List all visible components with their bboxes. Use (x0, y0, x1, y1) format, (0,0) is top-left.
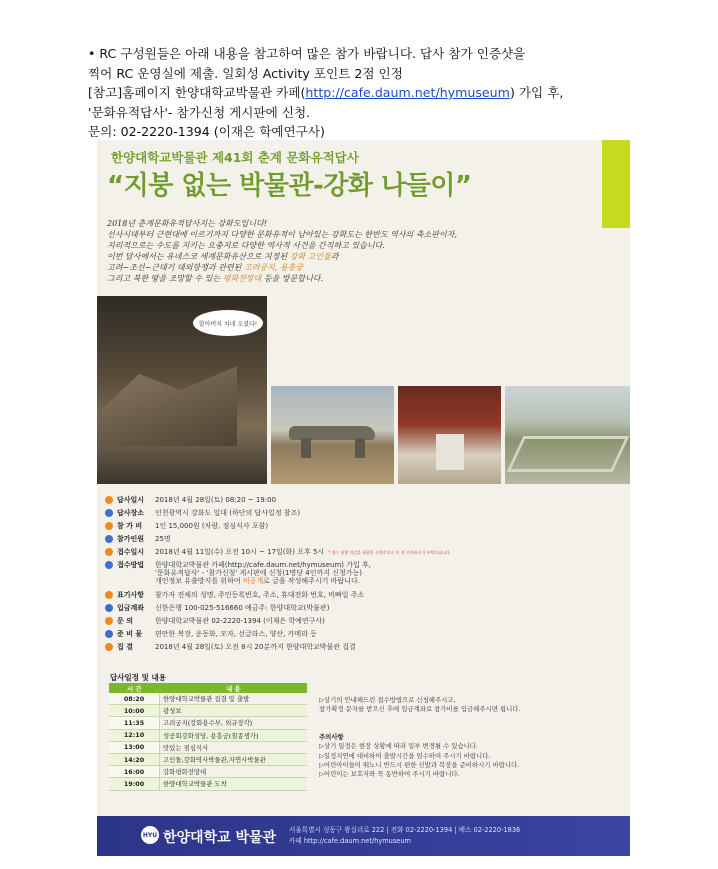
info-row (105, 643, 625, 656)
schedule-item: 한양대학교박물관 집결 및 출발 (160, 693, 308, 705)
info-value: 2018년 4월 28일(토) 오전 8시 20분까지 한양대학교박물관 집결 (155, 643, 356, 651)
table-row (109, 741, 307, 753)
note-line: ▷상기의 안내해드린 접수방법으로 신청해주시고, (319, 696, 456, 704)
intro-text (88, 44, 688, 142)
schedule-table (109, 683, 307, 791)
poster-footer (97, 816, 630, 856)
schedule-time: 16:00 (109, 766, 160, 778)
schedule-time: 19:00 (109, 778, 160, 790)
caution-heading: 주의사항 (319, 732, 344, 741)
table-row (109, 693, 307, 705)
bullet-icon (105, 535, 113, 543)
schedule-item: 광성보 (160, 705, 308, 717)
event-poster (97, 140, 630, 856)
bullet-icon (105, 522, 113, 530)
address-line: 카페 http://cafe.daum.net/hymuseum (289, 837, 411, 845)
table-row (109, 766, 307, 778)
table-row (109, 717, 307, 729)
accent-bar (602, 140, 630, 228)
schedule-header-content: 내 용 (160, 683, 308, 693)
hand-line: 지리적으로는 수도를 지키는 요충지로 다양한 역사적 사건을 간직하고 있습니다. (107, 241, 385, 250)
speech-bubble: 할아버지 치네 오셨다! (193, 310, 263, 336)
info-row (105, 604, 625, 617)
hand-text: 과 (330, 252, 339, 261)
info-text: 한양대학교박물관 카페(http://cafe.daum.net/hymuseum) 가입 후, (155, 561, 371, 569)
bullet-icon (105, 630, 113, 638)
schedule-item: 성공회강화성당, 용흥궁(철종생가) (160, 729, 308, 741)
info-row (105, 509, 625, 522)
info-label: 입금계좌 (117, 604, 145, 612)
museum-name: 한양대학교 박물관 (163, 830, 277, 846)
info-row (105, 535, 625, 548)
dolmen-leg (355, 438, 365, 458)
bullet-icon (105, 509, 113, 517)
note-line: 참가확정 문자를 받으신 후에 입금계좌로 참가비를 입금해주시면 됩니다. (319, 705, 521, 714)
info-label: 문 의 (117, 617, 133, 625)
schedule-notes (319, 696, 619, 780)
schedule-header-time: 시 간 (109, 683, 160, 693)
intro-line: '문화유적답사'- 참가신청 게시판에 신청. (88, 104, 311, 120)
hand-line (107, 251, 622, 262)
info-row (105, 496, 625, 509)
info-label: 집 결 (117, 643, 133, 651)
info-value: 2018년 4월 28일(토) 08:20 ~ 19:00 (155, 496, 277, 504)
info-row (105, 561, 625, 591)
museum-address (289, 825, 520, 847)
intro-line: 문의: 02-2220-1394 (이재은 학예연구사) (88, 124, 325, 140)
note-line: ▷어린아이들이 뛰노니 반드시 편한 신발과 복장을 준비하시기 바랍니다. (319, 761, 520, 770)
info-note: * 접수 현황 마감을 회원분 선착순으로 이 점 주의하시기 부탁드립니다. (328, 550, 452, 555)
bullet-icon (105, 561, 113, 569)
diorama-photo (97, 296, 267, 484)
info-text: 로 글을 작성해주시기 바랍니다. (263, 577, 360, 585)
bullet-icon (105, 548, 113, 556)
hand-line: 선사시대부터 근현대에 이르기까지 다양한 문화유적이 남아있는 강화도는 한반도 역사의 축소판이자, (107, 230, 458, 239)
bullet-icon (105, 591, 113, 599)
intro-line: • RC 구성원들은 아래 내용을 참고하여 많은 참가 바랍니다. 답사 참가 인증샷을 (88, 46, 526, 61)
schedule-item: 한양대학교박물관 도착 (160, 778, 308, 790)
info-label: 접수일시 (117, 548, 145, 556)
table-row (109, 753, 307, 765)
info-value: 참가자 전체의 성명, 주민등록번호, 주소, 휴대전화 번호, 비빠일 주소 (155, 591, 365, 599)
info-value: 25명 (155, 535, 171, 543)
hand-text: 그리고 북한 땅을 조망할 수 있는 (107, 274, 223, 283)
hand-highlight: 고려궁지, 용흥궁 (243, 263, 304, 272)
schedule-item: 고인돌,강화역사박물관,자연사박물관 (160, 753, 308, 765)
info-value (155, 561, 625, 585)
info-highlight: 비공개 (242, 577, 264, 585)
info-row (105, 548, 625, 561)
schedule-time: 13:00 (109, 741, 160, 753)
schedule-time: 10:00 (109, 705, 160, 717)
info-value: 한양대학교박물관 02-2220-1394 (이재은 학예연구사) (155, 617, 325, 625)
fortress-rock (97, 366, 237, 446)
hand-line (107, 273, 622, 284)
address-line: 서울특별시 성동구 왕십리로 222 | 전화 02-2220-1394 | 팩스 02-2220-1836 (289, 826, 521, 834)
info-label: 준 비 물 (117, 630, 143, 638)
schedule-time: 14:20 (109, 753, 160, 765)
poster-subtitle: 한양대학교박물관 제41회 춘계 문화유적답사 (111, 150, 359, 165)
info-row (105, 617, 625, 630)
info-value: 편안한 복장, 운동화, 모자, 선글라스, 양산, 카메라 등 (155, 630, 317, 638)
table-row (109, 705, 307, 717)
hand-line: 2018년 춘계문화유적답사지는 강화도입니다! (107, 219, 268, 228)
intro-line-pre: [참고]홈페이지 한양대학교박물관 카페( (88, 85, 306, 101)
note-line: ▷어린이는 보호자와 꼭 동반하여 주시기 바랍니다. (319, 770, 460, 779)
info-value: 인천광역시 강화도 일대 (하단의 답사일정 참조) (155, 509, 301, 517)
info-value: 신한은행 100-025-516660 예금주: 한양대학교(박물관) (155, 604, 330, 612)
note-line: ▷상기 일정은 현장 상황에 따라 일부 변경될 수 있습니다. (319, 742, 479, 751)
info-label: 참가인원 (117, 535, 145, 543)
poster-title: “지붕 없는 박물관-강화 나들이” (107, 171, 472, 201)
intro-line-post: ) 가입 후, (509, 85, 564, 101)
site-wall (507, 436, 630, 472)
hand-highlight: 평화전망대 (222, 274, 262, 283)
stele (436, 434, 464, 470)
dolmen-photo (271, 386, 394, 484)
hand-line (107, 262, 622, 273)
info-row (105, 591, 625, 604)
hand-text: 고려~조선~근대기 대외항쟁과 관련된 (107, 263, 244, 272)
table-row (109, 778, 307, 790)
bullet-icon (105, 496, 113, 504)
event-info-list (105, 496, 625, 656)
schedule-item: 강화평화전망대 (160, 766, 308, 778)
info-row (105, 522, 625, 535)
info-label: 답사일시 (117, 496, 145, 504)
info-label: 표기사항 (117, 591, 145, 599)
schedule-time: 12:10 (109, 729, 160, 741)
info-label: 참 가 비 (117, 522, 143, 530)
info-text: 2018년 4월 11일(수) 오전 10시 ~ 17일(화) 오후 5시 (155, 548, 325, 556)
hand-text: 등을 방문합니다. (261, 274, 324, 283)
palace-photo (398, 386, 501, 484)
schedule-header-row (109, 683, 307, 693)
note-line: ▷일정지연에 대비하여 출발시간을 엄수하여 주시기 바랍니다. (319, 751, 491, 760)
intro-line (88, 83, 688, 103)
intro-line: 찍어 RC 운영실에 제출. 일회성 Activity 포인트 2점 인정 (88, 65, 403, 81)
info-text: 개인정보 유출방지를 위하여 (155, 577, 243, 585)
schedule-title: 답사일정 및 내용 (110, 673, 166, 682)
info-label: 답사장소 (117, 509, 145, 517)
university-logo-icon: HYU (141, 826, 159, 844)
museum-cafe-link[interactable]: http://cafe.daum.net/hymuseum (305, 85, 510, 101)
info-value (155, 548, 625, 557)
info-label: 접수방법 (117, 561, 145, 569)
fortress-site-photo (505, 386, 630, 484)
schedule-time: 11:35 (109, 717, 160, 729)
bullet-icon (105, 617, 113, 625)
table-row (109, 729, 307, 741)
hand-highlight: 강화 고인돌 (289, 252, 331, 261)
schedule-item: 맛있는 점심식사 (160, 741, 308, 753)
bullet-icon (105, 643, 113, 651)
bullet-icon (105, 604, 113, 612)
info-text: '문화유적답사' - '참가신청' 게시판에 신청(1명당 4인까지 신청가능) (155, 569, 362, 577)
dolmen-leg (301, 438, 311, 458)
info-value: 1인 15,000원 (차량, 점심식사 포함) (155, 522, 269, 530)
hand-text: 이번 답사에서는 유네스코 세계문화유산으로 지정된 (107, 252, 290, 261)
info-row (105, 630, 625, 643)
schedule-item: 고려궁지(강화용수부, 외규장각) (160, 717, 308, 729)
schedule-time: 08:20 (109, 693, 160, 705)
handwritten-intro (107, 218, 622, 284)
